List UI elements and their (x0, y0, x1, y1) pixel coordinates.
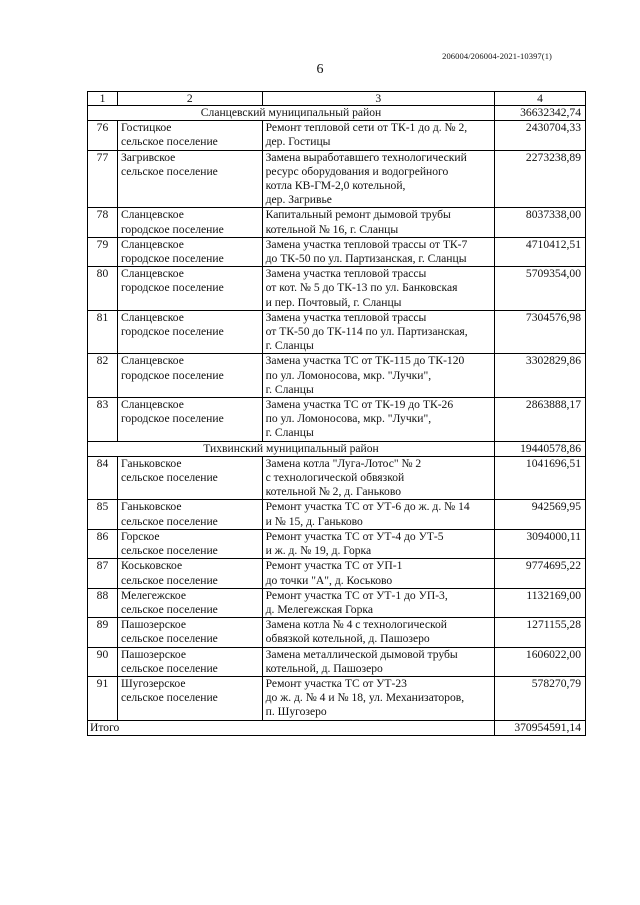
work-description: Ремонт участка ТС от УТ-23 до ж. д. № 4 и № 18, ул. Механизаторов, п. Шугозеро (262, 676, 494, 720)
row-number: 77 (88, 150, 118, 208)
row-amount: 1041696,51 (495, 456, 586, 500)
table-row (88, 267, 586, 311)
row-amount: 7304576,98 (495, 310, 586, 354)
row-amount: 9774695,22 (495, 559, 586, 588)
row-amount: 8037338,00 (495, 208, 586, 237)
settlement-name: Сланцевское городское поселение (117, 310, 262, 354)
work-description: Капитальный ремонт дымовой трубы котельной № 16, г. Сланцы (262, 208, 494, 237)
row-number: 86 (88, 529, 118, 558)
work-description: Замена участка тепловой трассы от ТК-50 до ТК-114 по ул. Партизанская, г. Сланцы (262, 310, 494, 354)
settlement-name: Сланцевское городское поселение (117, 237, 262, 266)
settlement-name: Мелегежское сельское поселение (117, 588, 262, 617)
settlement-name: Сланцевское городское поселение (117, 267, 262, 311)
row-number: 87 (88, 559, 118, 588)
row-amount: 2863888,17 (495, 398, 586, 442)
row-number: 91 (88, 676, 118, 720)
table-row (88, 618, 586, 647)
settlement-name: Ганьковское сельское поселение (117, 500, 262, 529)
work-description: Ремонт участка ТС от УП-1 до точки "А", д. Коськово (262, 559, 494, 588)
page-number: 6 (316, 62, 324, 77)
work-description: Замена металлической дымовой трубы котельной, д. Пашозеро (262, 647, 494, 676)
row-amount: 1271155,28 (495, 618, 586, 647)
table-row (88, 310, 586, 354)
table-row (88, 529, 586, 558)
table-row (88, 500, 586, 529)
settlement-name: Коськовское сельское поселение (117, 559, 262, 588)
work-description: Ремонт участка ТС от УТ-4 до УТ-5 и ж. д. № 19, д. Горка (262, 529, 494, 558)
table-row (88, 588, 586, 617)
row-amount: 3094000,11 (495, 529, 586, 558)
region-name: Тихвинский муниципальный район (88, 441, 495, 456)
row-amount: 2273238,89 (495, 150, 586, 208)
table-row (88, 398, 586, 442)
settlement-name: Гостицкое сельское поселение (117, 121, 262, 150)
table-row (88, 237, 586, 266)
column-header: 2 (117, 92, 262, 106)
row-amount: 1606022,00 (495, 647, 586, 676)
row-number: 89 (88, 618, 118, 647)
row-number: 80 (88, 267, 118, 311)
settlement-name: Горское сельское поселение (117, 529, 262, 558)
table-row (88, 676, 586, 720)
row-number: 84 (88, 456, 118, 500)
region-name: Сланцевский муниципальный район (88, 106, 495, 121)
total-label: Итого (88, 720, 495, 735)
row-amount: 2430704,33 (495, 121, 586, 150)
settlement-name: Загривское сельское поселение (117, 150, 262, 208)
work-description: Замена участка тепловой трассы от ТК-7 до ТК-50 по ул. Партизанская, г. Сланцы (262, 237, 494, 266)
settlement-name: Ганьковское сельское поселение (117, 456, 262, 500)
work-description: Замена участка ТС от ТК-19 до ТК-26 по ул. Ломоносова, мкр. "Лучки", г. Сланцы (262, 398, 494, 442)
work-description: Ремонт участка ТС от УТ-6 до ж. д. № 14 и № 15, д. Ганьково (262, 500, 494, 529)
region-row (88, 106, 586, 121)
settlement-name: Сланцевское городское поселение (117, 398, 262, 442)
table-row (88, 647, 586, 676)
total-amount: 370954591,14 (495, 720, 586, 735)
work-description: Замена котла № 4 с технологической обвязкой котельной, д. Пашозеро (262, 618, 494, 647)
settlement-name: Пашозерское сельское поселение (117, 647, 262, 676)
row-number: 79 (88, 237, 118, 266)
work-description: Замена котла "Луга-Лотос" № 2 с технологической обвязкой котельной № 2, д. Ганьково (262, 456, 494, 500)
region-total: 19440578,86 (495, 441, 586, 456)
row-number: 81 (88, 310, 118, 354)
table-row (88, 559, 586, 588)
row-amount: 1132169,00 (495, 588, 586, 617)
row-amount: 578270,79 (495, 676, 586, 720)
row-amount: 942569,95 (495, 500, 586, 529)
settlement-name: Сланцевское городское поселение (117, 354, 262, 398)
table-row (88, 456, 586, 500)
row-number: 78 (88, 208, 118, 237)
table-row (88, 121, 586, 150)
region-row (88, 441, 586, 456)
work-description: Ремонт тепловой сети от ТК-1 до д. № 2, дер. Гостицы (262, 121, 494, 150)
column-header: 4 (495, 92, 586, 106)
settlement-name: Сланцевское городское поселение (117, 208, 262, 237)
table-row (88, 354, 586, 398)
row-number: 76 (88, 121, 118, 150)
row-number: 85 (88, 500, 118, 529)
row-number: 83 (88, 398, 118, 442)
row-amount: 3302829,86 (495, 354, 586, 398)
work-description: Замена участка ТС от ТК-115 до ТК-120 по ул. Ломоносова, мкр. "Лучки", г. Сланцы (262, 354, 494, 398)
row-number: 90 (88, 647, 118, 676)
row-amount: 5709354,00 (495, 267, 586, 311)
settlement-name: Шугозерское сельское поселение (117, 676, 262, 720)
work-description: Ремонт участка ТС от УТ-1 до УП-3, д. Мелегежская Горка (262, 588, 494, 617)
table-row (88, 150, 586, 208)
row-number: 88 (88, 588, 118, 617)
funding-table (87, 91, 586, 736)
work-description: Замена выработавшего технологический ресурс оборудования и водогрейного котла КВ-ГМ-2,0 котельной, дер. Загривье (262, 150, 494, 208)
column-header: 3 (262, 92, 494, 106)
document-id: 206004/206004-2021-10397(1) (442, 51, 552, 61)
row-amount: 4710412,51 (495, 237, 586, 266)
region-total: 36632342,74 (495, 106, 586, 121)
column-header: 1 (88, 92, 118, 106)
settlement-name: Пашозерское сельское поселение (117, 618, 262, 647)
table-row (88, 208, 586, 237)
work-description: Замена участка тепловой трассы от кот. № 5 до ТК-13 по ул. Банковская и пер. Почтовый, г. Сланцы (262, 267, 494, 311)
total-row (88, 720, 586, 735)
table-header-row (88, 92, 586, 106)
row-number: 82 (88, 354, 118, 398)
